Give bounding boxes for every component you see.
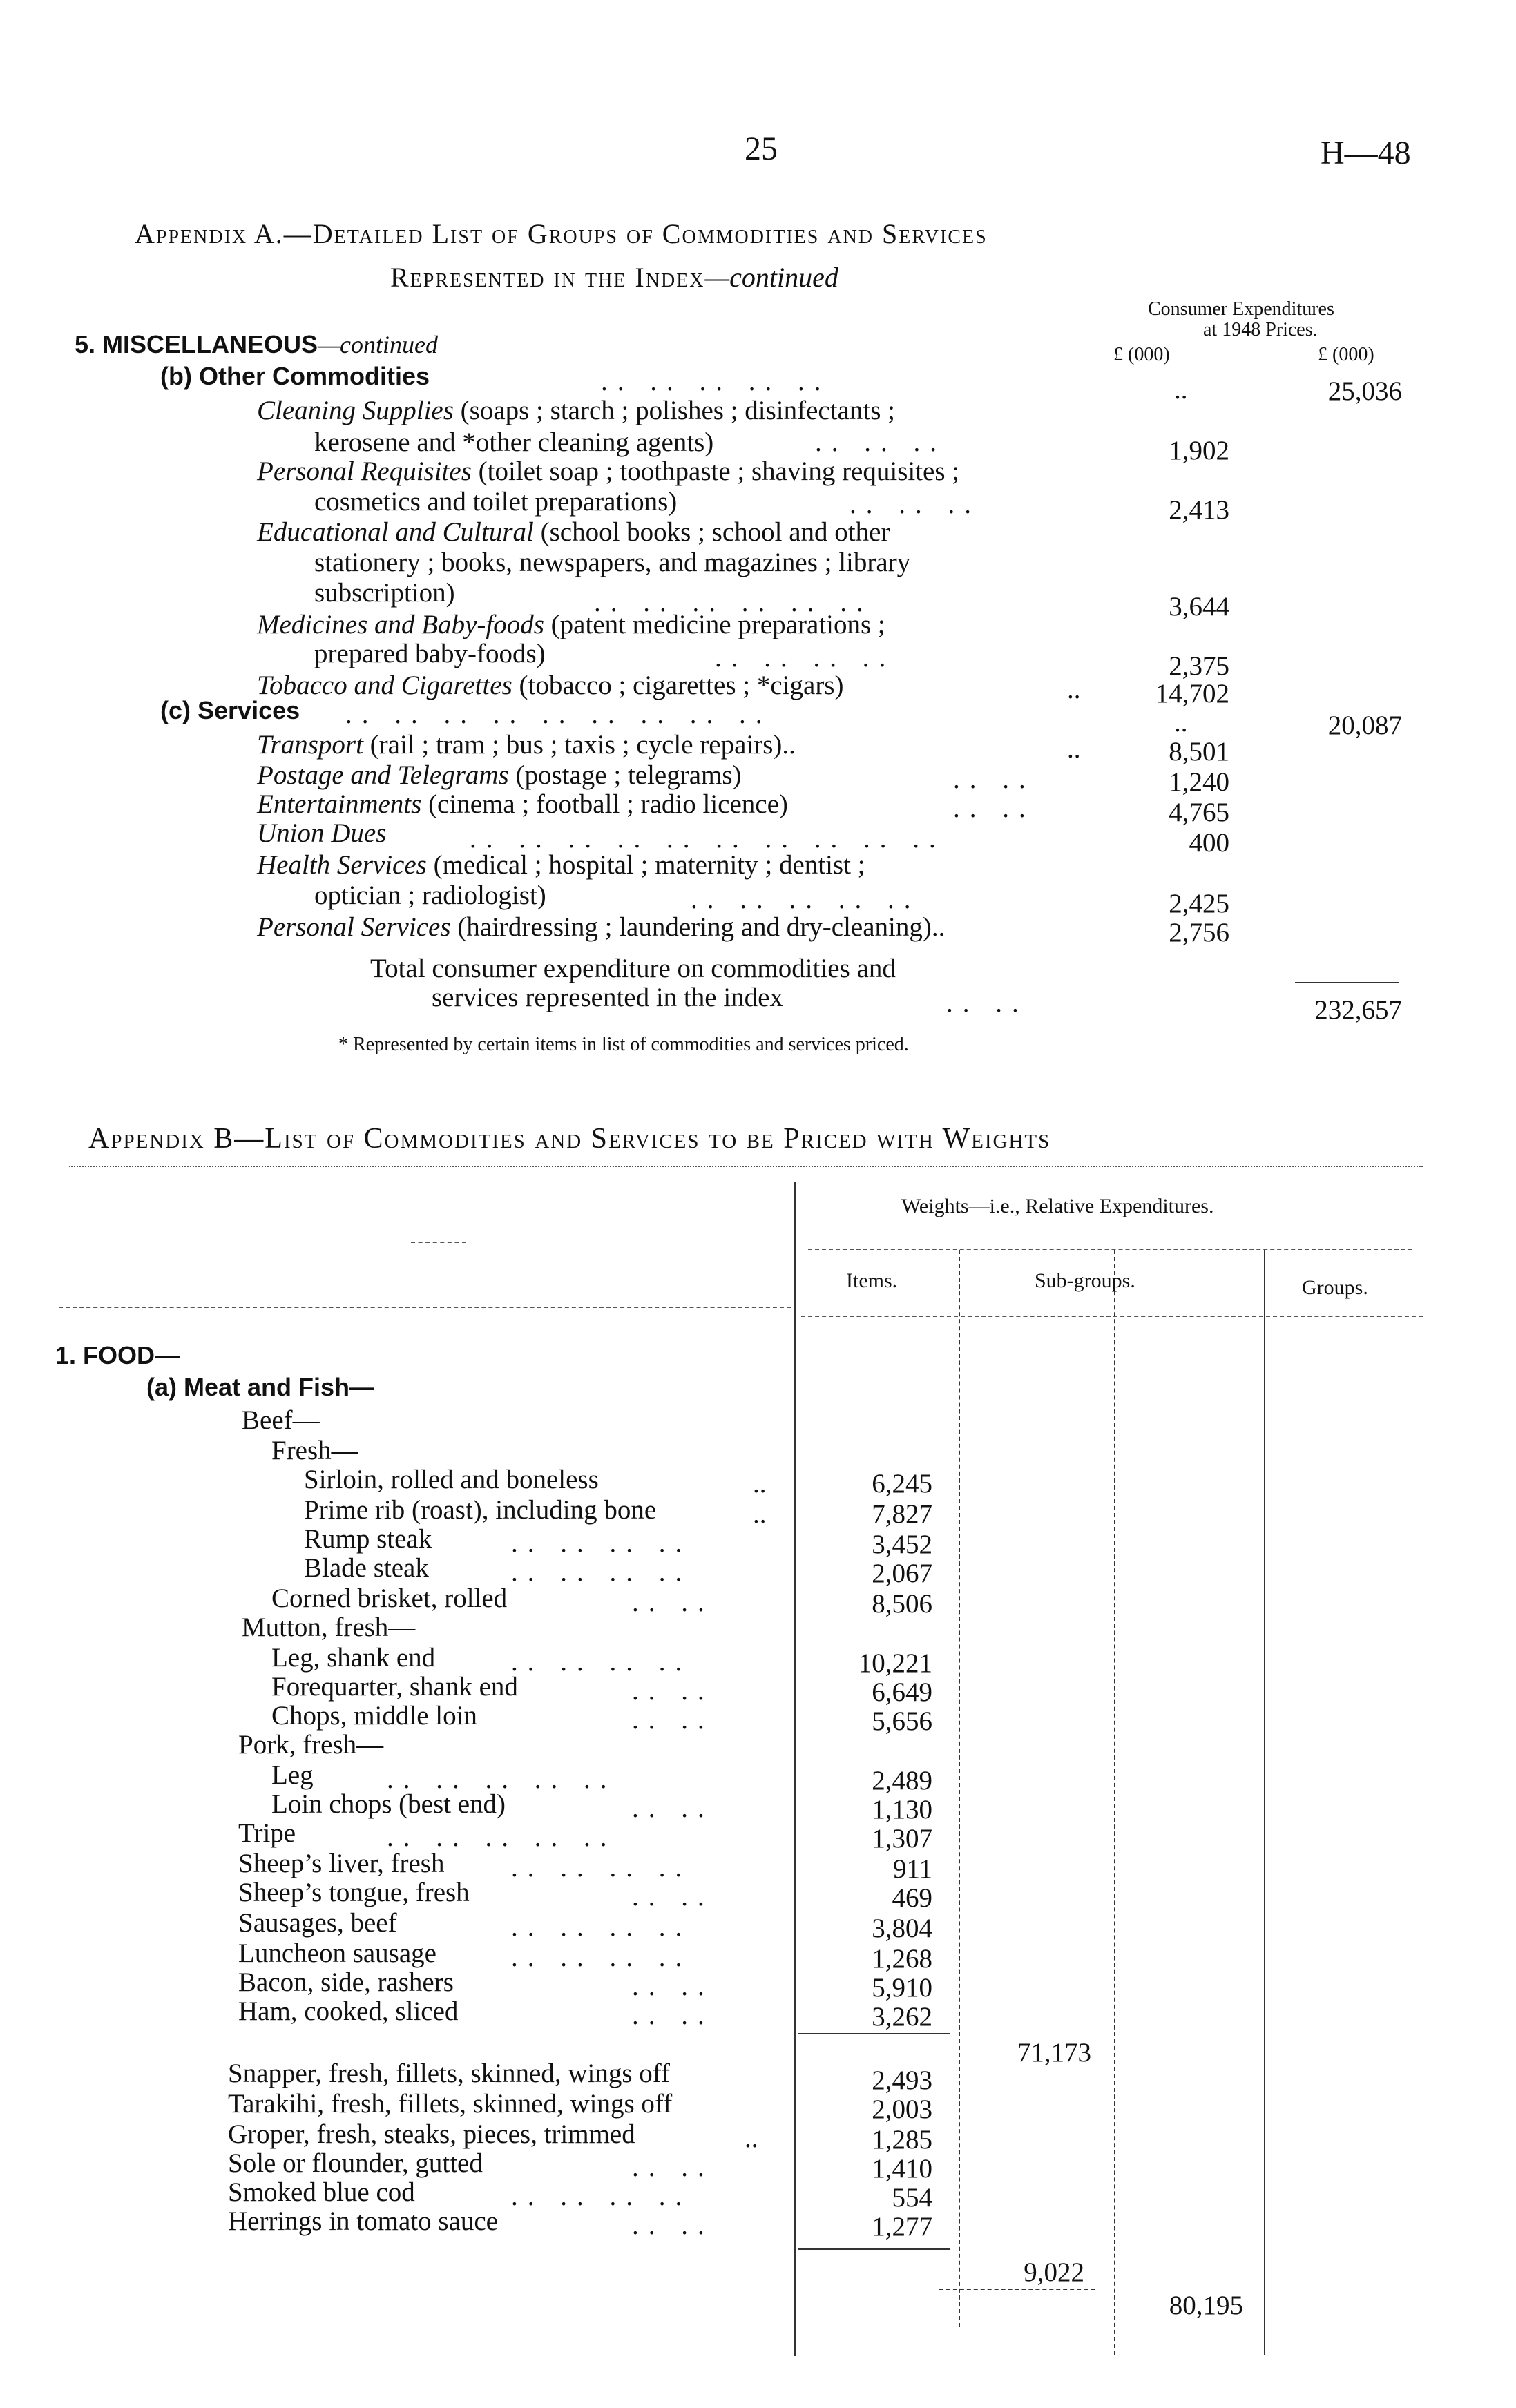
services-total: 20,087: [1327, 711, 1402, 740]
leader-dots: .. .. .. .. ..: [691, 885, 921, 914]
total-line1: Total consumer expenditure on commodities and: [370, 954, 896, 983]
service-item-value: 8,501: [1169, 737, 1229, 767]
misc-section-label: 5. MISCELLANEOUS: [75, 330, 318, 358]
fish-item-value: 2,003: [872, 2094, 932, 2124]
other-commodities-total: 25,036: [1327, 376, 1402, 406]
item-desc: (hairdressing ; laundering and dry-cleaning)..: [450, 912, 946, 942]
service-item-value: 2,756: [1169, 918, 1229, 947]
food-item-value: 3,452: [872, 1530, 932, 1559]
item-name: Cleaning Supplies: [257, 396, 454, 425]
unit-right: £ (000): [1318, 344, 1374, 365]
misc-item-value: 1,902: [1169, 436, 1229, 465]
food-item-value: 469: [892, 1883, 932, 1913]
food-item-value: 6,245: [872, 1469, 932, 1499]
food-item-label: Sausages, beef: [238, 1908, 397, 1938]
fish-item-value: 1,285: [872, 2125, 932, 2155]
item-name: Personal Requisites: [257, 456, 472, 486]
col-items-header: Items.: [846, 1269, 898, 1292]
leader-dots: ..: [753, 1469, 767, 1499]
fish-item-value: 2,493: [872, 2065, 932, 2095]
fish-item-label: Smoked blue cod: [228, 2177, 415, 2207]
leader-dots: ..: [1067, 675, 1081, 704]
fresh-heading: Fresh—: [271, 1436, 358, 1465]
col-head-line2: at 1948 Prices.: [1203, 319, 1318, 340]
subtotal-rule: [798, 2248, 950, 2250]
leader-dots: .. .. .. ..: [715, 643, 896, 673]
misc-item-desc: subscription): [314, 578, 455, 608]
leader-dots: .. .. .. .. .. .. .. .. ..: [345, 700, 772, 729]
item-desc: (school books ; school and other: [533, 517, 890, 547]
service-item-desc: optician ; radiologist): [314, 880, 546, 910]
misc-item-row: [257, 517, 890, 548]
weights-header: [901, 1195, 1213, 1218]
fish-item-label: Tarakihi, fresh, fillets, skinned, wings off: [228, 2089, 673, 2119]
leader-dots: .. .. .. .. ..: [387, 1822, 617, 1852]
item-name: Educational and Cultural: [257, 517, 534, 547]
column-rule: [794, 1182, 796, 2356]
misc-item-desc: stationery ; books, newspapers, and magazines ; library: [314, 548, 911, 577]
service-item-row: [257, 849, 865, 880]
food-item-value: 8,506: [872, 1589, 932, 1619]
leader-dots: .. ..: [953, 793, 1035, 823]
header-rule: [801, 1316, 1423, 1317]
leader-dots: .. ..: [953, 764, 1035, 794]
item-desc: (rail ; tram ; bus ; taxis ; cycle repairs)..: [363, 730, 796, 760]
misc-item-desc: cosmetics and toilet preparations): [314, 487, 678, 517]
food-item-label: Blade steak: [304, 1553, 429, 1583]
meat-fish-heading: [146, 1373, 374, 1402]
item-name: Transport: [257, 730, 363, 760]
beef-heading: Beef—: [242, 1405, 320, 1435]
food-item-label: Prime rib (roast), including bone: [304, 1495, 657, 1525]
food-item-value: 3,804: [872, 1914, 932, 1943]
food-item-value: 911: [892, 1854, 932, 1884]
misc-item-row: [257, 609, 885, 640]
item-name: Health Services: [257, 850, 427, 880]
misc-item-value: 2,413: [1169, 495, 1229, 525]
food-item-label: Bacon, side, rashers: [238, 1967, 454, 1997]
leader-dots: .. .. ..: [815, 427, 946, 457]
food-item-value: 2,489: [872, 1766, 932, 1795]
service-item-row: [257, 760, 742, 791]
column-rule: [1264, 1250, 1265, 2355]
misc-section-continued: —continued: [318, 331, 439, 358]
item-name: Tobacco and Cigarettes: [257, 671, 512, 700]
total-rule: [1295, 982, 1399, 983]
service-item-value: 1,240: [1169, 767, 1229, 797]
misc-section-heading: [75, 330, 438, 359]
stub-rule: [59, 1307, 791, 1308]
leader-dots: .. .. .. ..: [511, 2181, 692, 2211]
item-desc: (toilet soap ; toothpaste ; shaving requisites ;: [471, 456, 960, 486]
services-heading: (c) Services: [160, 696, 300, 724]
food-item-label: Loin chops (best end): [271, 1789, 506, 1819]
item-name: Union Dues: [257, 818, 387, 848]
leader-dots: .. ..: [632, 1676, 714, 1706]
food-item-value: 2,067: [872, 1559, 932, 1588]
col-subgroups-header: Sub-groups.: [1035, 1269, 1135, 1292]
item-desc: (postage ; telegrams): [508, 760, 742, 790]
food-item-label: Forequarter, shank end: [271, 1672, 518, 1702]
food-item-value: 6,649: [872, 1677, 932, 1707]
fish-item-label: Snapper, fresh, fillets, skinned, wings off: [228, 2059, 671, 2088]
service-item-value: 2,425: [1169, 889, 1229, 918]
food-item-value: 1,130: [872, 1795, 932, 1824]
leader-dots: ..: [1174, 708, 1188, 738]
group-total: 80,195: [1169, 2291, 1243, 2320]
food-item-value: 5,656: [872, 1706, 932, 1736]
total-line2: services represented in the index: [432, 983, 783, 1012]
item-desc: (patent medicine preparations ;: [544, 610, 885, 639]
fish-item-value: 1,277: [872, 2212, 932, 2242]
item-desc: (tobacco ; cigarettes ; *cigars): [512, 671, 844, 700]
misc-item-row: [257, 456, 959, 487]
misc-item-row: [257, 670, 843, 701]
leader-dots: .. .. .. ..: [511, 1912, 692, 1942]
food-item-label: Rump steak: [304, 1524, 432, 1554]
item-name: Entertainments: [257, 789, 422, 819]
fish-item-value: 1,410: [872, 2154, 932, 2184]
other-commodities-heading: (b) Other Commodities: [160, 362, 430, 390]
misc-item-desc: prepared baby-foods): [314, 639, 546, 668]
food-item-label: Leg, shank end: [271, 1643, 436, 1673]
header-rule: [808, 1249, 1412, 1250]
food-item-label: Chops, middle loin: [271, 1701, 477, 1731]
food-item-value: 10,221: [858, 1648, 932, 1678]
fish-item-label: Herrings in tomato sauce: [228, 2206, 498, 2236]
title-rule: [69, 1166, 1423, 1167]
food-item-value: 1,307: [872, 1824, 932, 1853]
food-item-label: Leg: [271, 1760, 314, 1790]
food-subheading: Pork, fresh—: [238, 1730, 384, 1760]
appendix-a-subtitle-text: Represented in the Index: [390, 262, 705, 293]
meat-subtotal: 71,173: [1017, 2038, 1091, 2068]
leader-dots: ..: [745, 2123, 758, 2153]
leader-dots: .. ..: [632, 1588, 714, 1617]
subtotal-rule: [798, 2033, 950, 2034]
stub-rule: [411, 1242, 466, 1243]
leader-dots: .. .. .. ..: [511, 1528, 692, 1558]
service-item-row: [257, 789, 788, 820]
leader-dots: ..: [753, 1499, 767, 1529]
item-name: Medicines and Baby-foods: [257, 610, 544, 639]
leader-dots: .. .. .. .. ..: [601, 367, 831, 396]
leader-dots: .. ..: [632, 2152, 714, 2182]
food-item-value: 5,910: [872, 1973, 932, 2003]
leader-dots: ..: [1174, 375, 1188, 405]
leader-dots: .. ..: [632, 2210, 714, 2240]
leader-dots: .. .. ..: [850, 490, 981, 519]
leader-dots: .. .. .. ..: [511, 1853, 692, 1882]
item-name: Personal Services: [257, 912, 451, 942]
leader-dots: .. ..: [632, 1705, 714, 1735]
food-item-value: 7,827: [872, 1499, 932, 1529]
leader-dots: .. ..: [632, 1793, 714, 1823]
food-item-label: Corned brisket, rolled: [271, 1583, 508, 1613]
service-item-row: [257, 818, 386, 849]
misc-item-desc: kerosene and *other cleaning agents): [314, 427, 714, 457]
document-code: H—48: [1321, 135, 1411, 171]
unit-left: £ (000): [1113, 344, 1170, 365]
col-head-line1: Consumer Expenditures: [1148, 298, 1334, 320]
food-item-label: Sheep’s liver, fresh: [238, 1849, 445, 1878]
service-item-row: [257, 729, 796, 760]
food-heading: 1. FOOD—: [55, 1341, 180, 1369]
leader-dots: .. ..: [632, 2001, 714, 2030]
leader-dots: .. ..: [632, 1972, 714, 2001]
service-item-value: 400: [1189, 828, 1229, 858]
appendix-a-subtitle: [390, 261, 838, 293]
fish-subtotal: 9,022: [1024, 2257, 1084, 2287]
item-desc: (medical ; hospital ; maternity ; dentist ;: [426, 850, 865, 880]
fish-item-label: Sole or flounder, gutted: [228, 2148, 483, 2178]
fish-item-label: Groper, fresh, steaks, pieces, trimmed: [228, 2119, 635, 2149]
column-rule: [1114, 1250, 1115, 2355]
page-number: 25: [745, 131, 778, 167]
food-item-label: Ham, cooked, sliced: [238, 1996, 459, 2026]
food-item-value: 1,268: [872, 1944, 932, 1974]
col-groups-header: Groups.: [1302, 1276, 1368, 1299]
misc-item-value: 14,702: [1155, 679, 1229, 709]
subtotal-rule: [939, 2289, 1095, 2290]
leader-dots: .. .. .. ..: [511, 1943, 692, 1972]
service-item-row: [257, 912, 945, 943]
leader-dots: ..: [1067, 734, 1081, 764]
footnote: * Represented by certain items in list of commodities and services priced.: [338, 1034, 909, 1055]
fish-item-value: 554: [892, 2183, 932, 2213]
food-item-label: Sirloin, rolled and boneless: [304, 1465, 599, 1494]
food-subheading: Mutton, fresh—: [242, 1612, 416, 1642]
meat-fish-label: (a) Meat and Fish—: [146, 1373, 375, 1401]
food-item-label: Sheep’s tongue, fresh: [238, 1878, 470, 1907]
service-item-value: 4,765: [1169, 798, 1229, 827]
appendix-a-continued: —continued: [704, 262, 838, 293]
leader-dots: .. .. .. ..: [511, 1557, 692, 1587]
food-item-label: Luncheon sausage: [238, 1938, 436, 1968]
appendix-a-title: Appendix A.—Detailed List of Groups of Commodities and Services: [135, 218, 988, 249]
leader-dots: .. ..: [632, 1882, 714, 1911]
leader-dots: .. .. .. .. ..: [387, 1764, 617, 1794]
item-desc: (cinema ; football ; radio licence): [421, 789, 788, 819]
misc-item-row: [257, 395, 895, 426]
leader-dots: .. .. .. ..: [511, 1647, 692, 1677]
total-value: 232,657: [1314, 995, 1402, 1025]
appendix-b-title: Appendix B—List of Commodities and Services to be Priced with Weights: [88, 1123, 1051, 1155]
leader-dots: .. ..: [946, 988, 1028, 1018]
column-rule: [959, 1250, 960, 2327]
weights-header-text: Weights—i.e., Relative Expenditures.: [901, 1195, 1214, 1217]
item-name: Postage and Telegrams: [257, 760, 509, 790]
food-item-label: Tripe: [238, 1818, 296, 1848]
misc-item-value: 3,644: [1169, 592, 1229, 622]
misc-item-value: 2,375: [1169, 651, 1229, 681]
leader-dots: .. .. .. .. .. .. .. .. .. ..: [470, 824, 946, 854]
item-desc: (soaps ; starch ; polishes ; disinfectants ;: [453, 396, 895, 425]
food-item-value: 3,262: [872, 2002, 932, 2032]
leader-dots: .. .. .. .. .. ..: [594, 588, 873, 617]
